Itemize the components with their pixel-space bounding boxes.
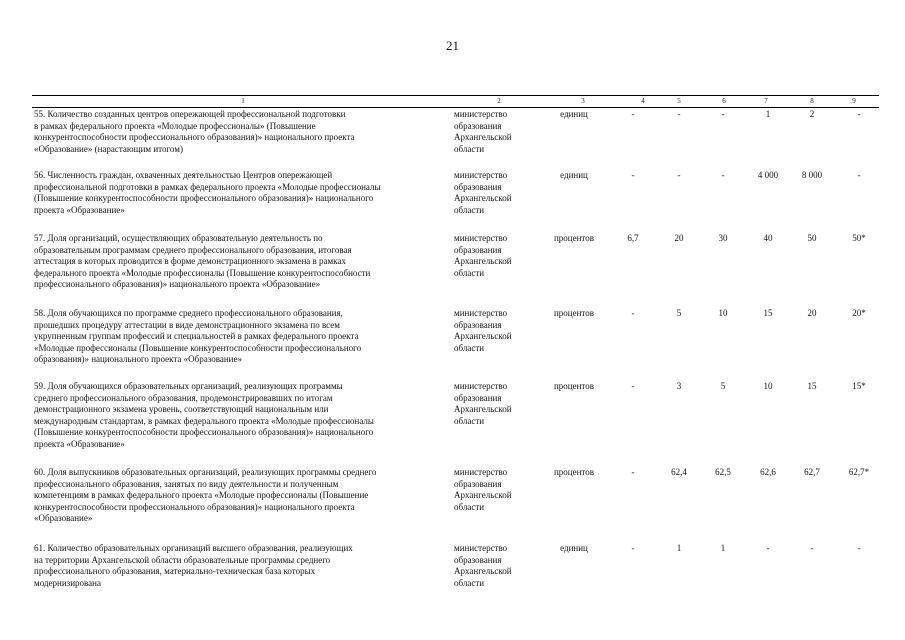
organization-line: Архангельской xyxy=(454,331,512,342)
value-cell: - xyxy=(631,170,635,180)
header-col-8: 8 xyxy=(810,97,814,105)
value-cell: 20* xyxy=(852,308,866,318)
unit-of-measure: единиц xyxy=(560,170,588,180)
value-cell: 62,7* xyxy=(848,467,870,477)
description-line: на территории Архангельской области образовательные программы среднего xyxy=(34,554,331,565)
header-col-6: 6 xyxy=(722,97,726,105)
value-cell: 15 xyxy=(763,308,773,318)
indicator-description xyxy=(34,233,450,291)
header-col-3: 3 xyxy=(581,97,585,105)
description-line: модернизирована xyxy=(34,577,101,588)
value-cell: 1 xyxy=(720,543,726,553)
indicator-description xyxy=(34,109,450,155)
organization-line: Архангельской xyxy=(454,566,512,577)
value-cell: 15* xyxy=(852,381,866,391)
description-line: «Образование» xyxy=(34,513,93,524)
organization-line: министерство xyxy=(454,308,508,318)
value-cell: 5 xyxy=(720,381,726,391)
organization-line: области xyxy=(454,204,485,215)
responsible-organization xyxy=(454,233,544,279)
description-line: демонстрационного экзамена уровень, соответствующий национальным или xyxy=(34,404,329,415)
value-cell: - xyxy=(857,170,861,180)
description-line: прошедших процедуру аттестации в виде демонстрационного экзамена по всем xyxy=(34,319,340,330)
organization-line: области xyxy=(454,501,485,512)
description-line: 59. Доля обучающихся образовательных организаций, реализующих программы xyxy=(34,381,343,391)
value-cell: - xyxy=(857,543,861,553)
indicator-description xyxy=(34,308,450,366)
value-cell: 62,6 xyxy=(760,467,776,477)
description-line: (Повышение конкурентоспособности профессионального образования)» национального xyxy=(34,193,374,204)
value-cell: - xyxy=(857,109,861,119)
responsible-organization xyxy=(454,467,544,513)
description-line: профессионального образования, материально-техническая база которых xyxy=(34,566,316,577)
organization-line: образования xyxy=(454,120,502,131)
organization-line: Архангельской xyxy=(454,490,512,501)
value-cell: 40 xyxy=(763,233,773,243)
header-col-1: 1 xyxy=(241,97,245,105)
value-cell: 20 xyxy=(807,308,817,318)
value-cell: 50* xyxy=(852,233,866,243)
value-cell: 4 000 xyxy=(757,170,779,180)
description-line: профессиональной подготовки в рамках федерального проекта «Молодые профессионалы xyxy=(34,181,381,192)
table-header xyxy=(32,95,879,108)
value-cell: - xyxy=(810,543,814,553)
value-cell: 50 xyxy=(807,233,817,243)
description-line: в рамках федерального проекта «Молодые профессионалы» (Повышение xyxy=(34,120,316,131)
organization-line: образования xyxy=(454,244,502,255)
description-line: укрупненным группам профессий и специальностей в рамках федерального проекта xyxy=(34,331,359,342)
indicator-description xyxy=(34,381,450,451)
organization-line: области xyxy=(454,267,485,278)
value-cell: - xyxy=(677,109,681,119)
description-line: аттестация в которых проводится в форме демонстрационного экзамена в рамках xyxy=(34,256,346,267)
value-cell: 5 xyxy=(676,308,682,318)
value-cell: 62,5 xyxy=(715,467,731,477)
indicator-description xyxy=(34,467,450,525)
value-cell: 62,7 xyxy=(804,467,820,477)
organization-line: Архангельской xyxy=(454,132,512,143)
description-line: 57. Доля организаций, осуществляющих образовательную деятельность по xyxy=(34,233,323,243)
unit-of-measure: процентов xyxy=(553,467,594,477)
value-cell: 30 xyxy=(718,233,728,243)
value-cell: 10 xyxy=(763,381,773,391)
value-cell: - xyxy=(631,109,635,119)
organization-line: Архангельской xyxy=(454,404,512,415)
unit-of-measure: процентов xyxy=(553,308,594,318)
indicator-description xyxy=(34,543,450,589)
description-line: 60. Доля выпускников образовательных организаций, реализующих программы среднего xyxy=(34,467,377,477)
description-line: проекта «Образование» xyxy=(34,204,125,215)
unit-of-measure: единиц xyxy=(560,109,588,119)
value-cell: - xyxy=(677,170,681,180)
organization-line: области xyxy=(454,577,485,588)
value-cell: 2 xyxy=(809,109,815,119)
header-col-4: 4 xyxy=(641,97,645,105)
organization-line: Архангельской xyxy=(454,256,512,267)
unit-of-measure: процентов xyxy=(553,381,594,391)
organization-line: образования xyxy=(454,554,502,565)
organization-line: министерство xyxy=(454,170,508,180)
description-line: образования)» национального проекта «Образование» xyxy=(34,354,242,365)
header-col-9: 9 xyxy=(852,97,856,105)
description-line: конкурентоспособности профессионального образования)» национального проекта xyxy=(34,501,355,512)
responsible-organization xyxy=(454,109,544,155)
responsible-organization xyxy=(454,170,544,216)
value-cell: 1 xyxy=(676,543,682,553)
value-cell: 6,7 xyxy=(627,233,639,243)
value-cell: - xyxy=(631,543,635,553)
value-cell: 62,4 xyxy=(671,467,687,477)
value-cell: 8 000 xyxy=(801,170,823,180)
header-col-7: 7 xyxy=(764,97,768,105)
organization-line: образования xyxy=(454,319,502,330)
description-line: 61. Количество образовательных организаций высшего образования, реализующих xyxy=(34,543,353,553)
value-cell: - xyxy=(631,308,635,318)
organization-line: образования xyxy=(454,478,502,489)
value-cell: 15 xyxy=(807,381,817,391)
responsible-organization xyxy=(454,308,544,354)
indicator-description xyxy=(34,170,450,216)
value-cell: - xyxy=(721,109,725,119)
organization-line: области xyxy=(454,415,485,426)
description-line: 56. Численность граждан, охваченных деятельностью Центров опережающей xyxy=(34,170,333,180)
organization-line: Архангельской xyxy=(454,193,512,204)
organization-line: министерство xyxy=(454,467,508,477)
organization-line: образования xyxy=(454,392,502,403)
value-cell: 10 xyxy=(718,308,728,318)
description-line: конкурентоспособности профессионального образования)» национального проекта xyxy=(34,132,355,143)
value-cell: 3 xyxy=(676,381,682,391)
unit-of-measure: единиц xyxy=(560,543,588,553)
organization-line: министерство xyxy=(454,233,508,243)
header-col-5: 5 xyxy=(677,97,681,105)
value-cell: - xyxy=(631,467,635,477)
description-line: федерального проекта «Молодые профессионалы (Повышение конкурентоспособности xyxy=(34,267,371,278)
description-line: «Образование» (нарастающим итогом) xyxy=(34,143,183,154)
organization-line: министерство xyxy=(454,543,508,553)
description-line: «Молодые профессионалы (Повышение конкурентоспособности профессионального xyxy=(34,342,362,353)
value-cell: - xyxy=(721,170,725,180)
organization-line: министерство xyxy=(454,109,508,119)
value-cell: - xyxy=(766,543,770,553)
description-line: среднего профессионального образования, продемонстрировавших по итогам xyxy=(34,392,333,403)
organization-line: министерство xyxy=(454,381,508,391)
value-cell: - xyxy=(631,381,635,391)
organization-line: области xyxy=(454,342,485,353)
description-line: профессионального образования, занятых по виду деятельности и полученным xyxy=(34,478,339,489)
responsible-organization xyxy=(454,381,544,427)
description-line: компетенциям в рамках федерального проекта «Молодые профессионалы (Повышение xyxy=(34,490,369,501)
description-line: проекта «Образование» xyxy=(34,438,125,449)
page-number: 21 xyxy=(446,38,459,53)
description-line: (Повышение конкурентоспособности профессионального образования)» национального xyxy=(34,427,374,438)
header-col-2: 2 xyxy=(497,97,501,105)
description-line: 55. Количество созданных центров опережающей профессиональной подготовки xyxy=(34,109,346,119)
description-line: профессионального образования)» национального проекта «Образование» xyxy=(34,279,321,290)
responsible-organization xyxy=(454,543,544,589)
unit-of-measure: процентов xyxy=(553,233,594,243)
organization-line: области xyxy=(454,143,485,154)
description-line: 58. Доля обучающихся по программе среднего профессионального образования, xyxy=(34,308,343,318)
value-cell: 20 xyxy=(674,233,684,243)
organization-line: образования xyxy=(454,181,502,192)
description-line: образовательным программам среднего профессионального образования, итоговая xyxy=(34,244,352,255)
value-cell: 1 xyxy=(765,109,771,119)
description-line: международным стандартам, в рамках федерального проекта «Молодые профессионалы xyxy=(34,415,374,426)
